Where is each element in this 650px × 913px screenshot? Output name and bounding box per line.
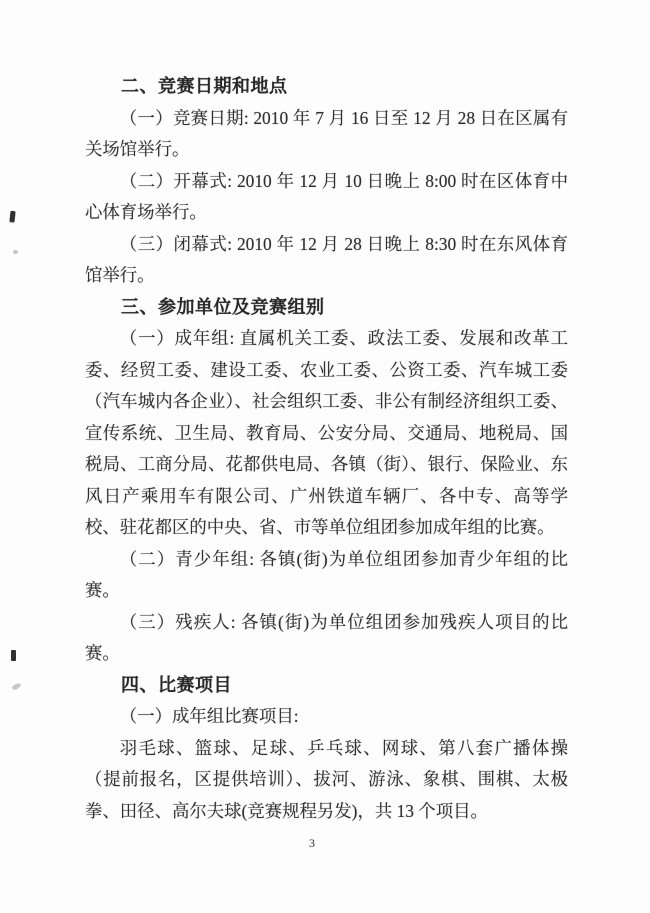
paragraph-opening-ceremony: （二）开幕式: 2010 年 12 月 10 日晚上 8:00 时在区体育中心体育场举行。 xyxy=(85,170,568,222)
paragraph-competition-date: （一）竞赛日期: 2010 年 7 月 16 日至 12 月 28 日在区属有关场馆举行。 xyxy=(85,107,568,159)
section-heading-participating-units: 三、参加单位及竞赛组别 xyxy=(121,296,325,317)
paragraph-adult-group-units: （一）成年组: 直属机关工委、政法工委、发展和改革工委、经贸工委、建设工委、农业工委、公资工委、汽车城工委（汽车城内各企业）、社会组织工委、非公有制经济组织工委、宣传系统、卫生局、教育局、公安分局、交通局、地税局、国税局、工商分局、花都供电局、各镇（街）、银行、保险业、东风日产乘用车有限公司、广州铁道车辆厂、各中专、高等学校、驻花都区的中央、省、市等单位组团参加成年组的比赛。 xyxy=(85,328,568,537)
section-heading-competition-events: 四、比赛项目 xyxy=(121,674,232,695)
paragraph-youth-group: （二）青少年组: 各镇(街)为单位组团参加青少年组的比赛。 xyxy=(85,548,568,600)
scan-artifact-mark xyxy=(11,682,21,691)
paragraph-adult-events-list: 羽毛球、篮球、足球、乒乓球、网球、第八套广播体操（提前报名，区提供培训）、拔河、游泳、象棋、围棋、太极拳、田径、高尔夫球(竞赛规程另发)，共 13 个项目。 xyxy=(85,737,568,821)
section-heading-competition-date-location: 二、竞赛日期和地点 xyxy=(121,76,288,96)
paragraph-adult-events-label: （一）成年组比赛项目: xyxy=(119,706,299,726)
scan-artifact-mark xyxy=(11,650,16,661)
page-number: 3 xyxy=(309,836,315,850)
scan-artifact-mark xyxy=(12,249,18,254)
scan-artifact-mark xyxy=(9,211,15,222)
document-content xyxy=(85,71,568,827)
paragraph-closing-ceremony: （三）闭幕式: 2010 年 12 月 28 日晚上 8:30 时在东风体育馆举行。 xyxy=(85,233,568,285)
paragraph-disabled-group: （三）残疾人: 各镇(街)为单位组团参加残疾人项目的比赛。 xyxy=(85,611,568,663)
